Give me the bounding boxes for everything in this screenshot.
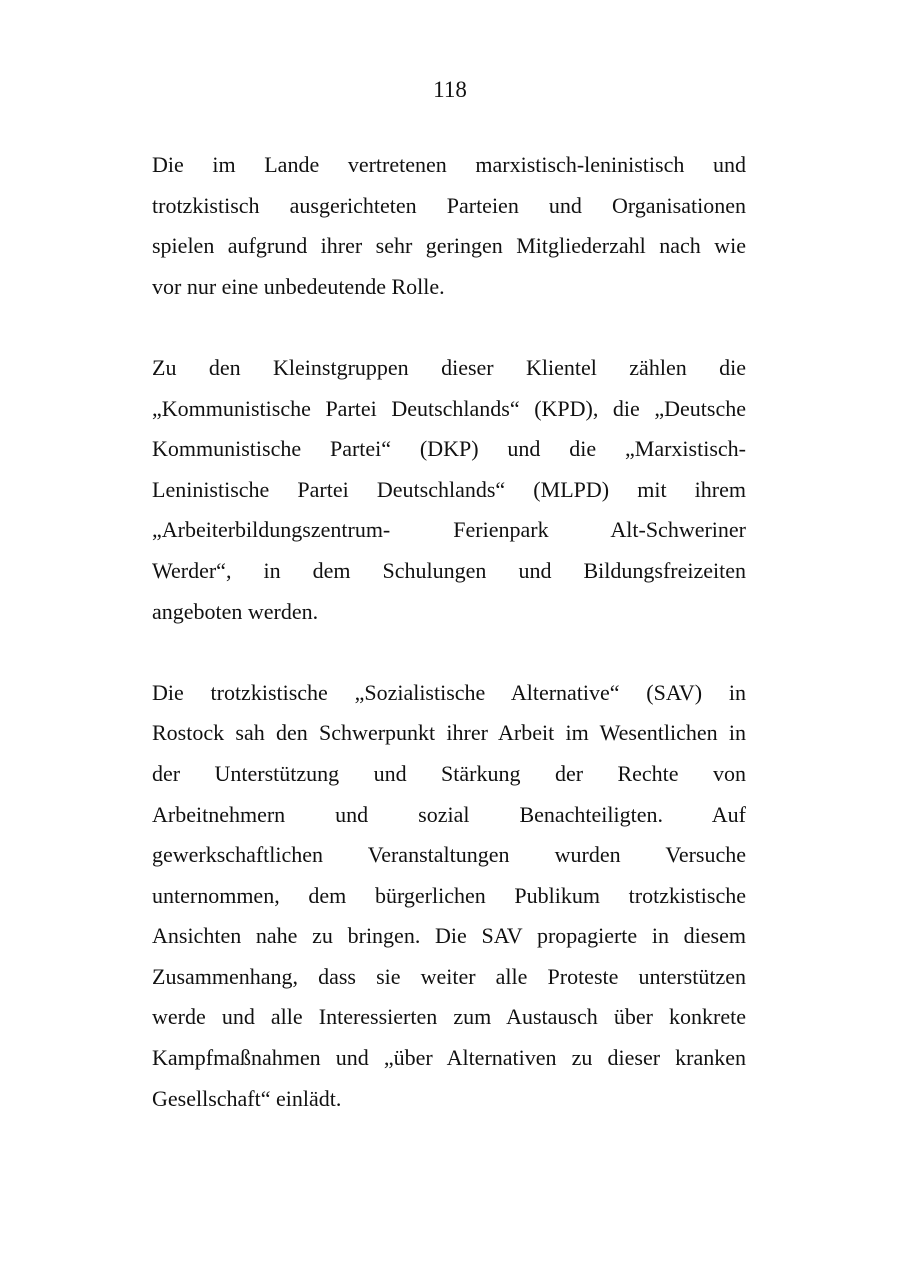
- text-line: Kommunistische Partei“ (DKP) und die „Marxistisch-: [152, 436, 746, 462]
- text-line: Zusammenhang, dass sie weiter alle Proteste unterstützen: [152, 963, 746, 989]
- text-line: angeboten werden.: [152, 598, 319, 624]
- paragraph-1: [152, 145, 746, 307]
- text-line: „Arbeiterbildungszentrum- Ferienpark Alt-Schweriner: [152, 517, 746, 543]
- paragraph-3: [152, 673, 746, 1120]
- text-line: Rostock sah den Schwerpunkt ihrer Arbeit im Wesentlichen in: [152, 720, 746, 746]
- paragraph-2: [152, 348, 746, 632]
- text-line: Kampfmaßnahmen und „über Alternativen zu dieser kranken: [152, 1045, 746, 1071]
- page-number: 118: [433, 77, 467, 102]
- text-line: Die im Lande vertretenen marxistisch-leninistisch und: [152, 152, 746, 177]
- text-line: Ansichten nahe zu bringen. Die SAV propagierte in diesem: [152, 923, 746, 949]
- text-line: unternommen, dem bürgerlichen Publikum trotzkistische: [152, 882, 746, 908]
- text-line: Zu den Kleinstgruppen dieser Klientel zählen die: [152, 354, 746, 380]
- text-line: Die trotzkistische „Sozialistische Alternative“ (SAV) in: [152, 679, 746, 705]
- text-line: Leninistische Partei Deutschlands“ (MLPD) mit ihrem: [152, 476, 746, 502]
- text-line: „Kommunistische Partei Deutschlands“ (KPD), die „Deutsche: [152, 395, 746, 421]
- body-text: [152, 145, 746, 1160]
- text-line: Werder“, in dem Schulungen und Bildungsfreizeiten: [152, 557, 746, 583]
- text-line: Arbeitnehmern und sozial Benachteiligten. Auf: [152, 801, 746, 827]
- text-line: spielen aufgrund ihrer sehr geringen Mitgliederzahl nach wie: [152, 233, 746, 259]
- text-line: trotzkistisch ausgerichteten Parteien und Organisationen: [152, 192, 746, 218]
- text-line: Gesellschaft“ einlädt.: [152, 1085, 342, 1111]
- text-line: der Unterstützung und Stärkung der Rechte von: [152, 760, 746, 786]
- text-line: gewerkschaftlichen Veranstaltungen wurden Versuche: [152, 842, 746, 868]
- text-line: vor nur eine unbedeutende Rolle.: [152, 273, 445, 299]
- text-line: werde und alle Interessierten zum Austausch über konkrete: [152, 1004, 746, 1030]
